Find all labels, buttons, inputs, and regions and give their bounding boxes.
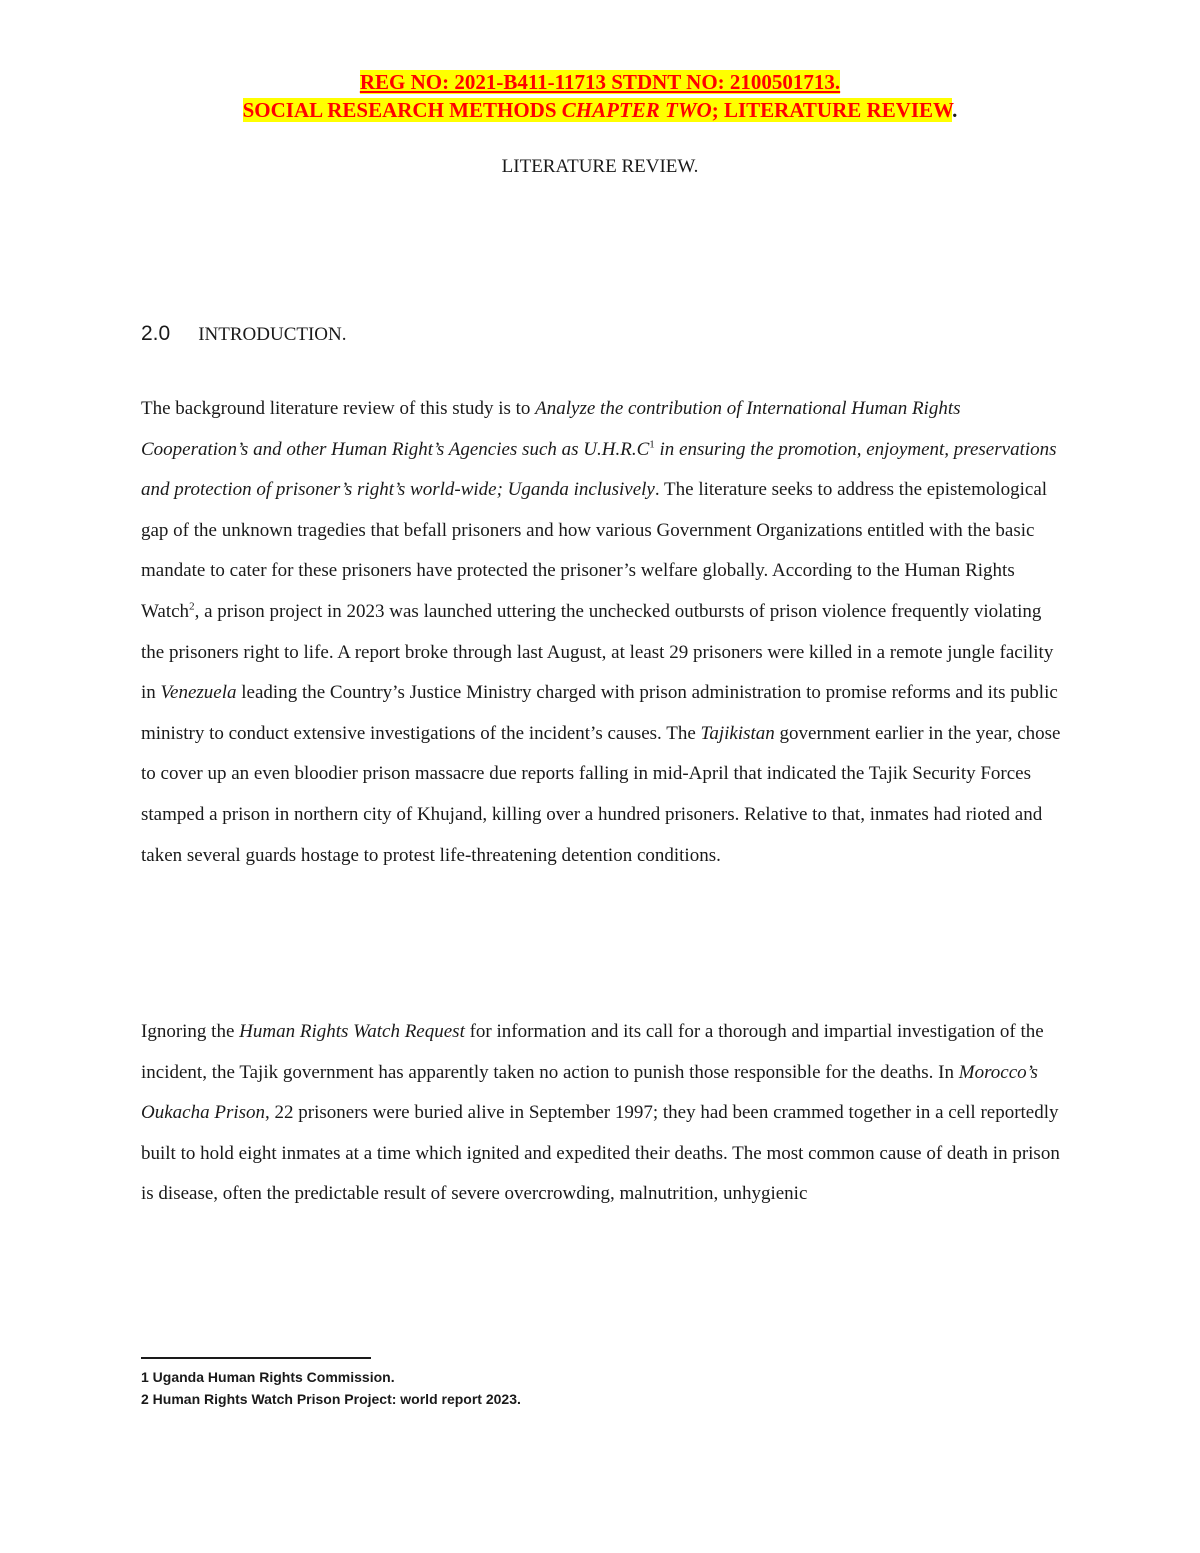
reg-number-line	[0, 68, 1200, 96]
p1-italic-tajikistan: Tajikistan	[700, 722, 775, 744]
p1-text: leading the Country’s Justice Ministry charged with prison administration to promise reforms and its public ministry to conduct extensive investigations of the incident’s causes. The	[141, 682, 1058, 744]
p1-text: , a prison project in 2023 was launched uttering the unchecked outbursts of prison violence frequently violating the prisoners right to life. A report broke through last August, at least 29 prisoners were killed in a remote jungle facility in	[141, 600, 1054, 704]
course-name: SOCIAL RESEARCH METHODS	[242, 98, 562, 122]
document-header	[0, 68, 1200, 124]
section-number: 2.0	[141, 322, 171, 345]
page-subtitle: LITERATURE REVIEW.	[501, 156, 699, 177]
section-title: INTRODUCTION.	[198, 324, 347, 345]
header-period: .	[952, 98, 958, 122]
p1-italic-objective: Analyze the contribution of International Human Rights Cooperation’s and other Human Right’s Agencies such as U.H.R.C	[141, 398, 961, 460]
p2-italic-hrw-request: Human Rights Watch Request	[239, 1021, 465, 1042]
footnote-separator	[141, 1357, 371, 1359]
p1-text: The background literature review of this study is to	[141, 398, 536, 419]
footnote-ref-2: 2	[189, 600, 195, 613]
p2-italic-oukacha-prison: Morocco’s Oukacha Prison	[141, 1061, 1038, 1124]
chapter-title: ; LITERATURE REVIEW	[711, 98, 953, 122]
footnote-ref-1: 1	[649, 438, 655, 451]
p2-text: for information and its call for a thorough and impartial investigation of the incident, the Tajik government has apparently taken no action to punish those responsible for the deaths. In	[141, 1021, 1044, 1083]
footnote-2: 2 Human Rights Watch Prison Project: world report 2023.	[141, 1391, 521, 1407]
course-title-text	[243, 98, 953, 122]
p1-text: . The literature seeks to address the epistemological gap of the unknown tragedies that befall prisoners and how various Government Organizations entitled with the basic mandate to cater for these prisoners have protected the prisoner’s welfare globally. According to the Human Rights Watch	[141, 479, 1048, 622]
footnotes	[141, 1366, 521, 1410]
reg-number-text: REG NO: 2021-B411-11713 STDNT NO: 2100501713.	[359, 70, 841, 94]
p1-italic-objective-cont: in ensuring the promotion, enjoyment, preservations and protection of prisoner’s right’s world-wide; Uganda inclusively	[141, 438, 1057, 501]
course-title-line	[0, 96, 1200, 124]
p2-text: , 22 prisoners were buried alive in September 1997; they had been crammed together in a cell reportedly built to hold eight inmates at a time which ignited and expedited their deaths. The most common cause of death in prison is disease, often the predictable result of severe overcrowding, malnutrition, unhygienic	[141, 1102, 1060, 1205]
introduction-paragraph-2	[141, 1012, 1061, 1215]
p2-text: Ignoring the	[141, 1021, 240, 1042]
introduction-paragraph-1	[141, 389, 1061, 876]
section-heading	[141, 320, 347, 349]
p1-italic-venezuela: Venezuela	[160, 682, 237, 704]
footnote-1: 1 Uganda Human Rights Commission.	[141, 1369, 395, 1385]
chapter-label: CHAPTER TWO	[561, 98, 712, 122]
p1-text: government earlier in the year, chose to cover up an even bloodier prison massacre due reports falling in mid-April that indicated the Tajik Security Forces stamped a prison in northern city of Khujand, killing over a hundred prisoners. Relative to that, inmates had rioted and taken several guards hostage to protest life-threatening detention conditions.	[141, 722, 1061, 866]
